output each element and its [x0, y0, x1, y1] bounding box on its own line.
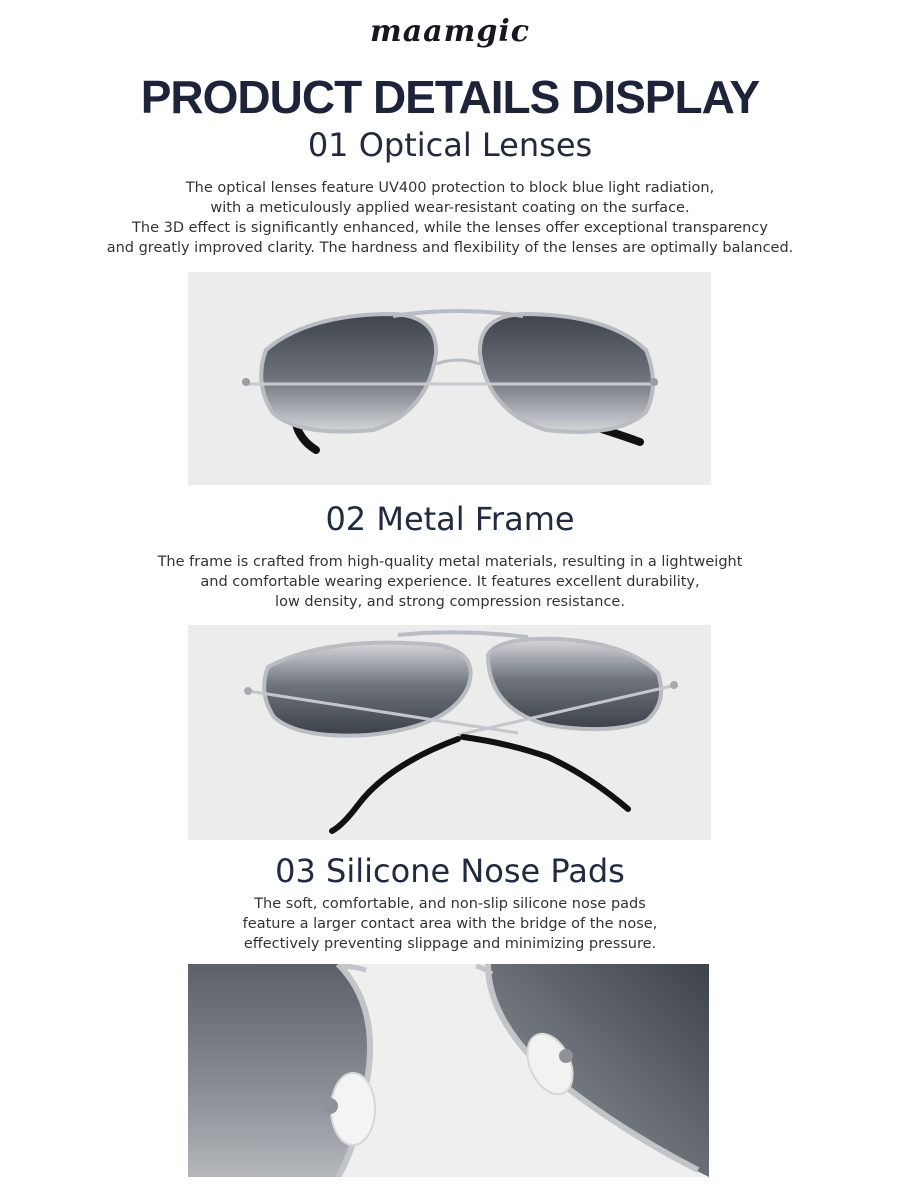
section-description-optical-lenses: [0, 178, 900, 258]
section-heading-metal-frame: 02 Metal Frame: [325, 500, 575, 538]
aviator-sunglasses-front-photo: [188, 272, 711, 485]
description-line: The soft, comfortable, and non-slip silicone nose pads: [254, 896, 646, 912]
description-line: effectively preventing slippage and minimizing pressure.: [243, 936, 657, 952]
brand-logo: maamgic: [369, 14, 530, 49]
description-line: The frame is crafted from high-quality metal materials, resulting in a lightweight: [157, 554, 743, 570]
section-description-metal-frame: [0, 552, 900, 612]
description-line: The optical lenses feature UV400 protection to block blue light radiation,: [185, 180, 715, 196]
page-title: PRODUCT DETAILS DISPLAY: [140, 71, 760, 123]
description-line: low density, and strong compression resistance.: [275, 594, 625, 610]
section-description-nose-pads: [0, 894, 900, 954]
aviator-sunglasses-open-temples-photo: [188, 625, 711, 840]
description-line: The 3D effect is significantly enhanced, while the lenses offer exceptional transparency: [132, 220, 768, 236]
description-line: with a meticulously applied wear-resistant coating on the surface.: [210, 200, 690, 216]
section-heading-nose-pads: 03 Silicone Nose Pads: [275, 852, 625, 890]
description-line: and comfortable wearing experience. It features excellent durability,: [200, 574, 700, 590]
nose-pad-closeup-illustration: [188, 964, 709, 1177]
sunglasses-front-illustration: [188, 272, 711, 485]
description-line: and greatly improved clarity. The hardness and flexibility of the lenses are optimally balanced.: [106, 240, 794, 256]
description-line: feature a larger contact area with the bridge of the nose,: [242, 916, 658, 932]
section-heading-optical-lenses: 01 Optical Lenses: [307, 126, 593, 164]
nose-pad-closeup-photo: [188, 964, 709, 1177]
sunglasses-open-illustration: [188, 625, 711, 840]
